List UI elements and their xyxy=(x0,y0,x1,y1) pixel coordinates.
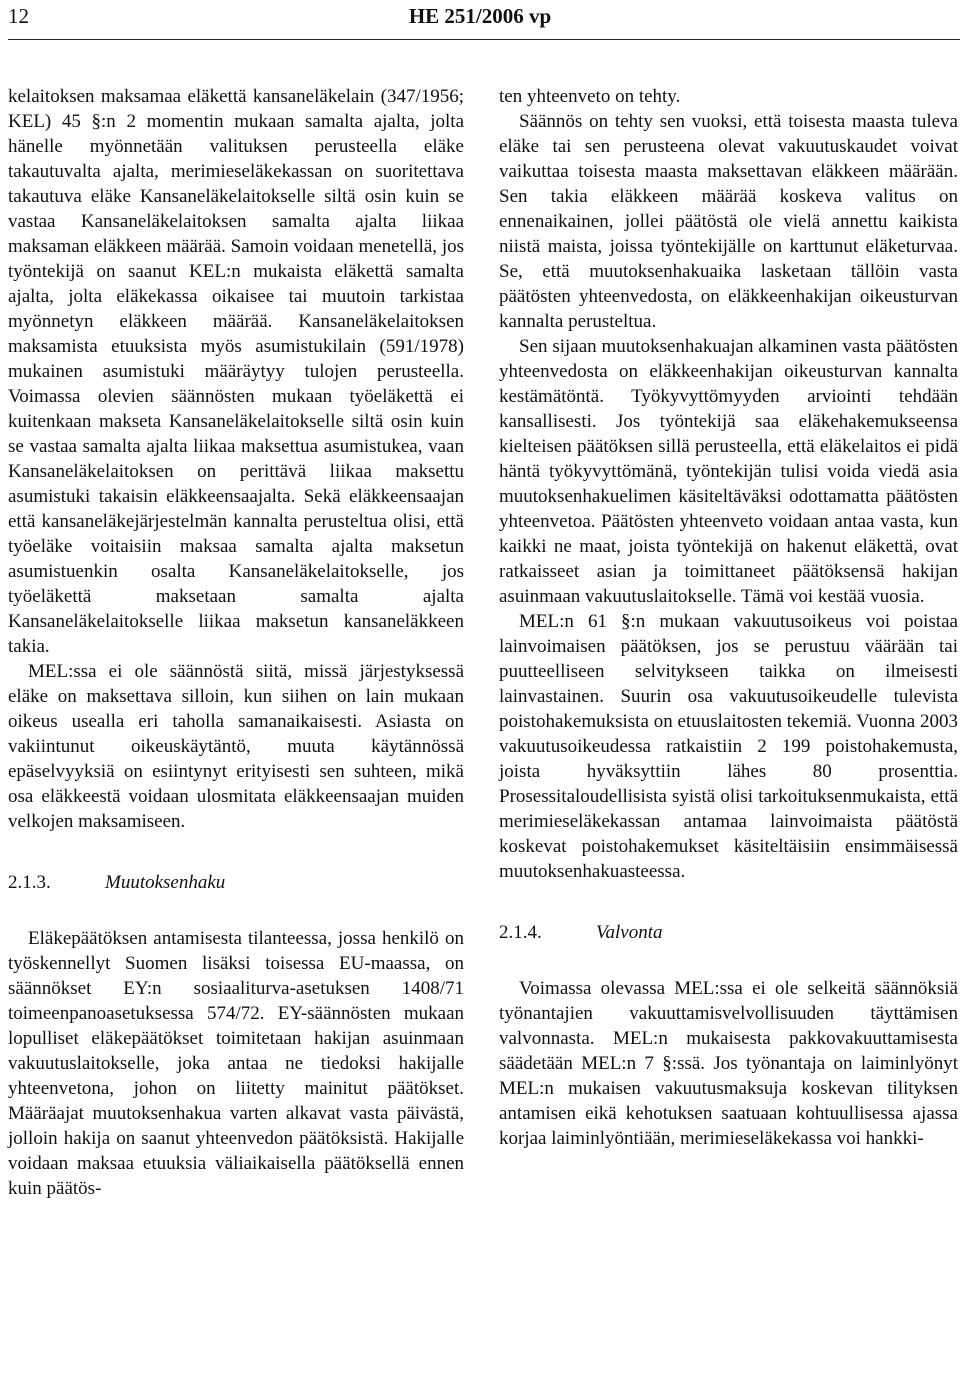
section-title: Valvonta xyxy=(596,922,663,943)
page-number: 12 xyxy=(8,4,29,28)
right-paragraph-5: Voimassa olevassa MEL:ssa ei ole selkeitä säännöksiä työnantajien vakuuttamisvelvollisuuden täyttämisen valvonnasta. MEL:n mukaisesta pakkovakuuttamisesta säädetään MEL:n 7 §:ssä. Jos työnantaja on laiminlyönyt MEL:n mukaisen vakuutusmaksuja koskevan tilityksen antamisen eikä kehotuksen saatuaan kohtuullisessa ajassa korjaa laiminlyöntiään, merimieseläkekassa voi hankki- xyxy=(499,978,958,1149)
right-paragraph-2: Säännös on tehty sen vuoksi, että toisesta maasta tuleva eläke tai sen perusteena olevat vakuutuskaudet voivat vaikuttaa toisesta maasta maksettavan eläkkeen määrään. Sen takia eläkkeen määrää koskeva valitus on ennenaikainen, jollei päätöstä ole vielä annettu kaikista niistä maista, joissa työntekijälle on karttunut eläketurvaa. Se, että muutoksenhakuaika lasketaan tällöin vasta päätösten yhteenvedosta, on eläkkeenhakijan oikeusturvan kannalta perusteltua. xyxy=(499,111,958,332)
right-column xyxy=(499,84,958,1151)
section-heading-2-1-3 xyxy=(8,870,464,895)
right-paragraph-1: ten yhteenveto on tehty. xyxy=(499,86,681,107)
spacer xyxy=(8,834,464,870)
section-heading-2-1-4 xyxy=(499,920,958,945)
left-paragraph-2: MEL:ssa ei ole säännöstä siitä, missä järjestyksessä eläke on maksettava silloin, kun siihen on lain mukaan oikeus usealla eri taholla samanaikaisesti. Asiasta on vakiintunut oikeuskäytäntö, muuta käytännössä epäselvyyksiä on esiintynyt erityisesti sen suhteen, mikä osa eläkkeestä voidaan ulosmitata eläkkeensaajan muiden velkojen maksamiseen. xyxy=(8,661,464,832)
section-number: 2.1.3. xyxy=(8,872,51,893)
left-paragraph-1: kelaitoksen maksamaa eläkettä kansaneläkelain (347/1956; KEL) 45 §:n 2 momentin mukaan samalta ajalta, jolta hänelle myönnetään valituksen perusteella eläke takautuvalta ajalta, merimieseläkekassan on suoritettava takautuva eläke Kansaneläkelaitokselle siltä osin kuin se vastaa Kansaneläkelaitoksen samalta ajalta liikaa maksaman eläkkeen määrää. Samoin voidaan menetellä, jos työntekijä on saanut KEL:n mukaista eläkettä samalta ajalta, jolta eläkekassa oikaisee tai muutoin tarkistaa myönnetyn eläkkeen määrää. Kansaneläkelaitoksen maksamista etuuksista myös asumistukilain (591/1978) mukainen asumistuki määräytyy tulojen perusteella. Voimassa olevien säännösten mukaan työeläkettä ei kuitenkaan makseta Kansaneläkelaitokselle siltä osin kuin se vastaa samalta ajalta liikaa maksettua asumistukea, vaan Kansaneläkelaitoksen on perittävä liikaa maksettu asumistuki takaisin eläkkeensaajalta. Sekä eläkkeensaajan että kansaneläkejärjestelmän kannalta perusteltua olisi, että työeläke voitaisiin maksaa samalta ajalta maksetun asumistuenkin osalta Kansaneläkelaitokselle, jos työeläkettä maksetaan samalta ajalta Kansaneläkelaitokselle liikaa maksetun kansaneläkkeen takia. xyxy=(8,86,464,657)
right-paragraph-4: MEL:n 61 §:n mukaan vakuutusoikeus voi poistaa lainvoimaisen päätöksen, jos se perustuu väärään tai puutteelliseen selvitykseen taikka on ilmeisesti lainvastainen. Suurin osa vakuutusoikeudelle tulevista poistohakemuksista on etuuslaitosten tekemiä. Vuonna 2003 vakuutusoikeudessa ratkaistiin 2 199 poistohakemusta, joista hyväksyttiin lähes 80 prosenttia. Prosessitaloudellisista syistä olisi tarkoituksenmukaista, että merimieseläkekassan antamaa lainvoimaista päätöstä koskevat poistohakemukset käsiteltäisiin ensimmäisessä muutoksenhakuasteessa. xyxy=(499,611,958,882)
section-title: Muutoksenhaku xyxy=(105,872,226,893)
header-divider xyxy=(8,39,960,40)
section-number: 2.1.4. xyxy=(499,922,542,943)
left-column xyxy=(8,84,464,1201)
right-paragraph-3: Sen sijaan muutoksenhakuajan alkaminen vasta päätösten yhteenvedosta on eläkkeenhakijan oikeusturvan kannalta kestämätöntä. Työkyvyttömyyden arviointi tehdään kansallisesti. Jos työntekijä saa eläkehakemukseensa kielteisen päätöksen sillä perusteella, että eläkelaitos ei pidä häntä työkyvyttömänä, työntekijän tulisi voida viedä asia muutoksenhakuelimen käsiteltäväksi odottamatta päätösten yhteenvetoa. Päätösten yhteenveto voidaan antaa vasta, kun kaikki ne maat, joista työntekijä on hakenut eläkettä, ovat ratkaisseet asian ja toimittaneet päätöksensä hakijan asuinmaan vakuutuslaitokselle. Tämä voi kestää vuosia. xyxy=(499,336,958,607)
spacer xyxy=(8,895,464,926)
left-paragraph-3: Eläkepäätöksen antamisesta tilanteessa, jossa henkilö on työskennellyt Suomen lisäksi toisessa EU-maassa, on säännökset EY:n sosiaaliturva-asetuksen 1408/71 toimeenpanoasetuksessa 574/72. EY-säännösten mukaan lopulliset eläkepäätökset toimitetaan hakijan asuinmaan vakuutuslaitokselle, joka antaa ne tiedoksi hakijalle yhteenvetona, johon on liitetty mainitut päätökset. Määräajat muutoksenhakua varten alkavat vasta päivästä, jolloin hakija on saanut yhteenvedon päätöksistä. Hakijalle voidaan maksaa etuuksia väliaikaisella päätöksellä ennen kuin päätös- xyxy=(8,928,464,1199)
spacer xyxy=(499,945,958,976)
spacer xyxy=(499,884,958,920)
document-id: HE 251/2006 vp xyxy=(408,4,552,28)
